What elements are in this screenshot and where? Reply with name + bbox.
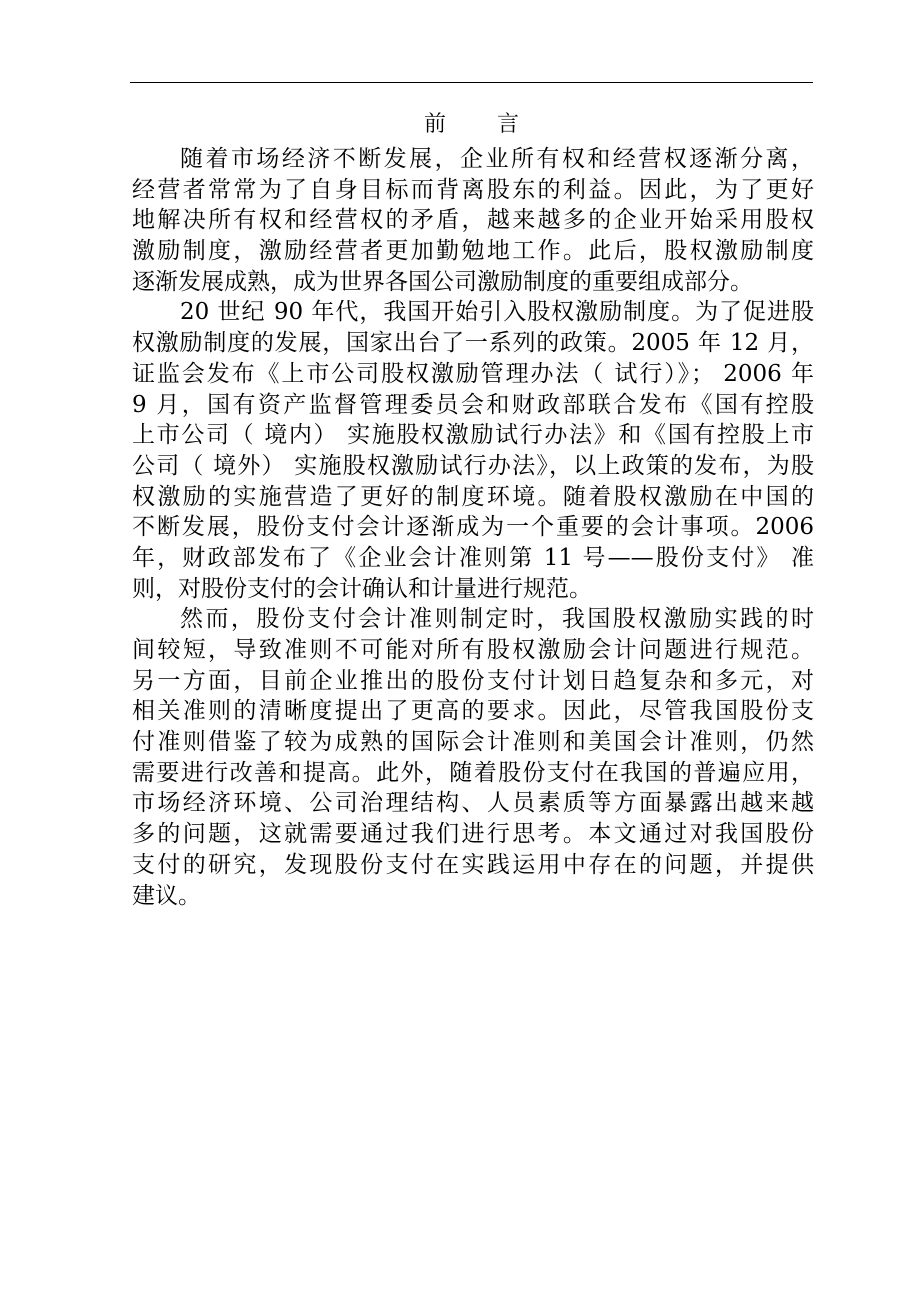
text-line: 市场经济环境、公司治理结构、人员素质等方面暴露出越来越 — [132, 790, 814, 817]
page-title: 前 言 — [424, 112, 541, 137]
text-line: 则，对股份支付的会计确认和计量进行规范。 — [132, 575, 592, 602]
text-line: 权激励制度的发展，国家出台了一系列的政策。2005 年 12 月， — [132, 330, 814, 357]
header-rule — [130, 82, 813, 83]
text-line: 年，财政部发布了《企业会计准则第 11 号——股份支付》 准 — [132, 544, 814, 571]
text-line: 随着市场经济不断发展，企业所有权和经营权逐渐分离， — [180, 146, 814, 172]
text-line: 激励制度，激励经营者更加勤勉地工作。此后，股权激励制度 — [132, 238, 814, 265]
text-line: 公司（ 境外） 实施股权激励试行办法》，以上政策的发布，为股 — [132, 452, 814, 479]
body-text — [132, 144, 814, 911]
text-line: 逐渐发展成熟，成为世界各国公司激励制度的重要组成部分。 — [132, 268, 753, 295]
text-line: 另一方面，目前企业推出的股份支付计划日趋复杂和多元，对 — [132, 667, 814, 694]
text-line: 支付的研究，发现股份支付在实践运用中存在的问题，并提供 — [132, 851, 814, 878]
text-line: 证监会发布《上市公司股权激励管理办法（ 试行）》； 2006 年 — [132, 360, 814, 387]
paragraph — [132, 297, 814, 604]
paragraph — [132, 604, 814, 911]
text-line: 多的问题，这就需要通过我们进行思考。本文通过对我国股份 — [132, 821, 814, 848]
text-line: 上市公司（ 境内） 实施股权激励试行办法》和《国有控股上市 — [132, 422, 814, 449]
text-line: 然而，股份支付会计准则制定时，我国股权激励实践的时 — [180, 606, 814, 633]
text-line: 不断发展，股份支付会计逐渐成为一个重要的会计事项。2006 — [132, 514, 814, 541]
text-line: 经营者常常为了自身目标而背离股东的利益。因此，为了更好 — [132, 176, 814, 203]
text-line: 间较短，导致准则不可能对所有股权激励会计问题进行规范。 — [132, 637, 814, 663]
text-line: 需要进行改善和提高。此外，随着股份支付在我国的普遍应用， — [132, 759, 814, 786]
text-line: 相关准则的清晰度提出了更高的要求。因此，尽管我国股份支 — [132, 698, 814, 725]
text-line: 20 世纪 90 年代，我国开始引入股权激励制度。为了促进股 — [180, 299, 814, 326]
text-line: 9 月，国有资产监督管理委员会和财政部联合发布《国有控股 — [132, 391, 814, 418]
text-line: 付准则借鉴了较为成熟的国际会计准则和美国会计准则，仍然 — [132, 729, 814, 756]
text-line: 地解决所有权和经营权的矛盾，越来越多的企业开始采用股权 — [132, 207, 814, 234]
text-line: 建议。 — [132, 882, 201, 909]
paragraph — [132, 144, 814, 297]
text-line: 权激励的实施营造了更好的制度环境。随着股权激励在中国的 — [132, 483, 814, 510]
